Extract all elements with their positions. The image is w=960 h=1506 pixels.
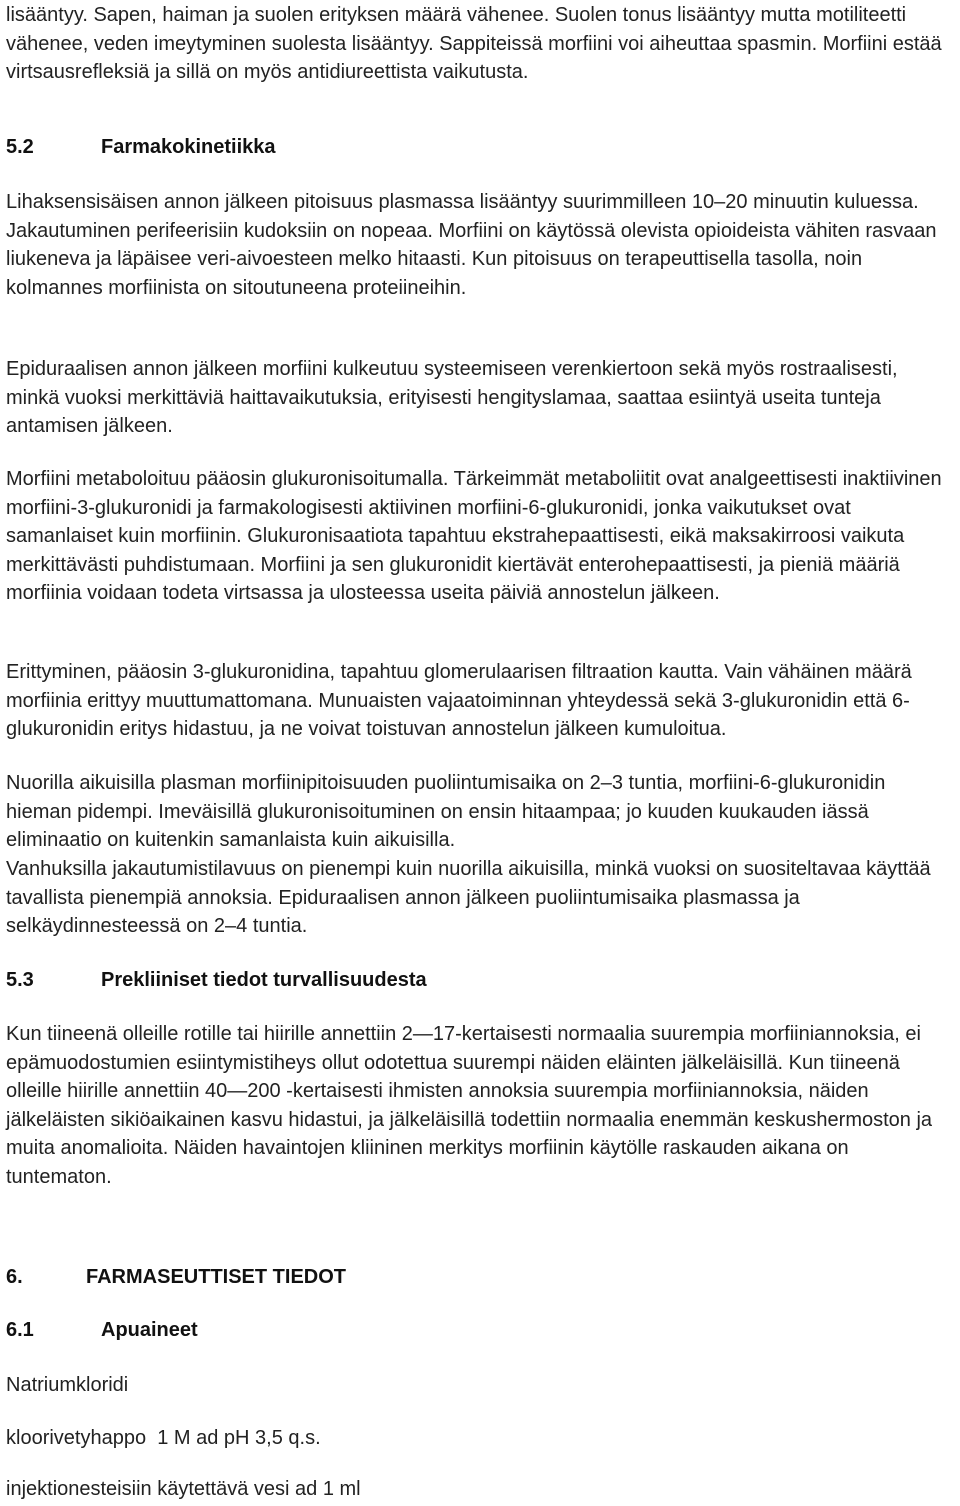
- section-5-2-title: Farmakokinetiikka: [101, 136, 276, 158]
- excipient-item: injektionesteisiin käytettävä vesi ad 1 ml: [6, 1478, 361, 1500]
- pharmacokinetics-paragraph-5: Nuorilla aikuisilla plasman morfiinipitoisuuden puoliintumisaika on 2–3 tuntia, morfiini-6-glukuronidin hieman pidempi. Imeväisillä glukuronisoituminen on ensin hitaampaa; jo kuuden kuukauden iässä eliminaatio on kuitenkin samanlaista kuin aikuisilla.: [6, 772, 886, 851]
- section-6-heading: [6, 1263, 346, 1292]
- pharmacokinetics-paragraph-2: Epiduraalisen annon jälkeen morfiini kulkeutuu systeemiseen verenkiertoon sekä myös rostraalisesti, minkä vuoksi merkittäviä haittavaikutuksia, erityisesti hengityslamaa, saattaa esiintyä useita tunteja antamisen jälkeen.: [6, 358, 898, 437]
- section-5-3-number: 5.3: [6, 969, 34, 991]
- pharmacokinetics-paragraph-4: Erittyminen, pääosin 3-glukuronidina, tapahtuu glomerulaarisen filtraation kautta. Vain vähäinen määrä morfiinia erittyy muuttumattomana. Munuaisten vajaatoiminnan yhteydessä sekä 3-glukuronidin että 6-glukuronidin eritys hidastuu, ja ne voivat toistuvan annostelun jälkeen kumuloitua.: [6, 661, 912, 740]
- section-6-1-number: 6.1: [6, 1319, 34, 1341]
- section-5-2-number: 5.2: [6, 136, 34, 158]
- pharmacokinetics-paragraph-6: Vanhuksilla jakautumistilavuus on pienempi kuin nuorilla aikuisilla, minkä vuoksi on suositeltavaa käyttää tavallista pienempiä annoksia. Epiduraalisen annon jälkeen puoliintumisaika plasmassa ja selkäydinnesteessä on 2–4 tuntia.: [6, 858, 931, 937]
- pharmacokinetics-paragraph-3: Morfiini metaboloituu pääosin glukuronisoitumalla. Tärkeimmät metaboliitit ovat analgeettisesti inaktiivinen morfiini-3-glukuronidi ja farmakologisesti aktiivinen morfiini-6-glukuronidi, jonka vaikutukset ovat samanlaiset kuin morfiinin. Glukuronisaatiota tapahtuu ekstrahepaattisesti, eikä maksakirroosi vaikuta merkittävästi puhdistumaan. Morfiini ja sen glukuronidit kiertävät enterohepaattisesti, ja pieniä määriä morfiinia voidaan todeta virtsassa ja ulosteessa useita päiviä annostelun jälkeen.: [6, 468, 942, 604]
- pharmacokinetics-paragraph-1: Lihaksensisäisen annon jälkeen pitoisuus plasmassa lisääntyy suurimmilleen 10–20 minuutin kuluessa. Jakautuminen perifeerisiin kudoksiin on nopeaa. Morfiini on käytössä olevista opioideista vähiten rasvaan liukeneva ja läpäisee veri-aivoesteen melko hitaasti. Kun pitoisuus on terapeuttisella tasolla, noin kolmannes morfiinista on sitoutuneena proteiineihin.: [6, 191, 937, 299]
- section-6-title: FARMASEUTTISET TIEDOT: [86, 1266, 346, 1288]
- section-5-3-title: Prekliiniset tiedot turvallisuudesta: [101, 969, 427, 991]
- section-6-1-title: Apuaineet: [101, 1319, 198, 1341]
- excipient-item: Natriumkloridi: [6, 1374, 129, 1396]
- section-5-2-heading: [6, 133, 276, 162]
- section-5-3-heading: [6, 966, 427, 995]
- preclinical-paragraph: Kun tiineenä olleille rotille tai hiirille annettiin 2—17-kertaisesti normaalia suurempia morfiiniannoksia, ei epämuodostumien esiintymistiheys ollut odotettua suurempi näiden eläinten jälkeläisillä. Kun tiineenä olleille hiirille annettiin 40—200 -kertaisesti ihmisten annoksia suurempia morfiiniannoksia, näiden jälkeläisten sikiöaikainen kasvu hidastui, ja jälkeläisillä todettiin normaalia enemmän keskushermoston ja muita anomalioita. Näiden havaintojen kliininen merkitys morfiinin käytölle raskauden aikana on tuntematon.: [6, 1023, 933, 1188]
- section-6-1-heading: [6, 1316, 198, 1345]
- intro-paragraph: lisääntyy. Sapen, haiman ja suolen erityksen määrä vähenee. Suolen tonus lisääntyy mutta motiliteetti vähenee, veden imeytyminen suolesta lisääntyy. Sappiteissä morfiini voi aiheuttaa spasmin. Morfiini estää virtsausrefleksiä ja sillä on myös antidiureettista vaikutusta.: [6, 4, 942, 83]
- section-6-number: 6.: [6, 1266, 23, 1288]
- excipient-item: kloorivetyhappo 1 M ad pH 3,5 q.s.: [6, 1427, 321, 1449]
